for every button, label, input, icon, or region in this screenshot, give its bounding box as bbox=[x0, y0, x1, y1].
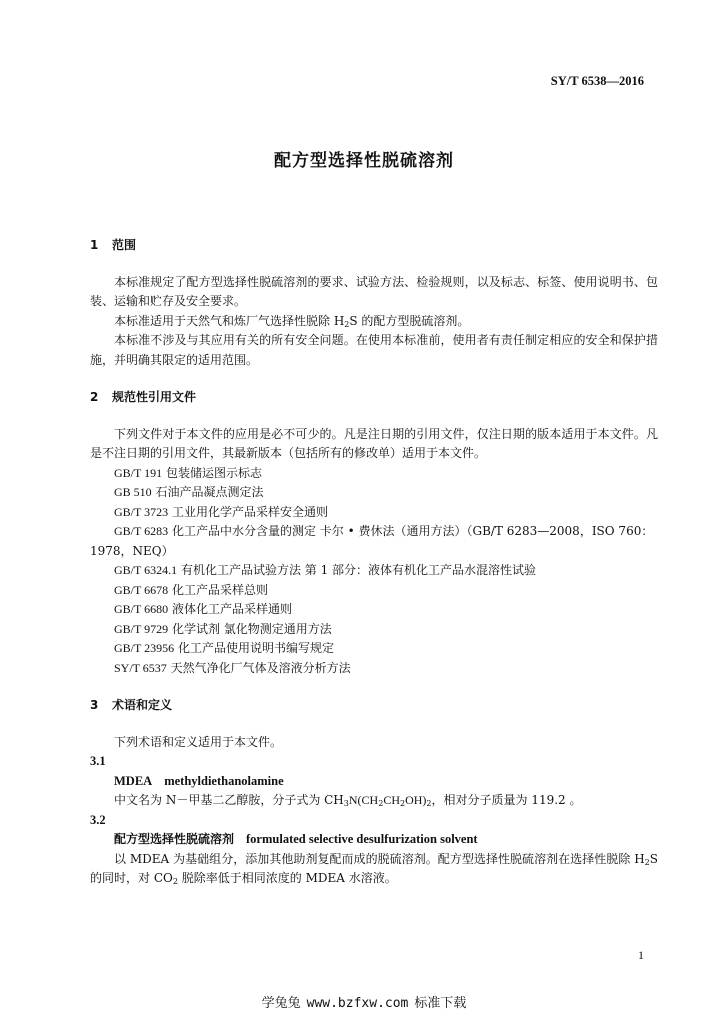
reference-item: GB/T 23956 化工产品使用说明书编写规定 bbox=[114, 641, 334, 655]
term-heading: MDEA methyldiethanolamine bbox=[114, 773, 284, 788]
reference-item: GB/T 6283 化工产品中水分含量的测定 卡尔 • 费休法（通用方法）（GB/T 6283—2008，ISO 760：1978，NEQ） bbox=[90, 524, 654, 558]
term-heading: 配方型选择性脱硫溶剂 formulated selective desulfurization solvent bbox=[114, 832, 478, 846]
section-number: 2 bbox=[90, 390, 99, 404]
references-intro: 下列文件对于本文件的应用是必不可少的。凡是注日期的引用文件，仅注日期的版本适用于本文件。凡是不注日期的引用文件，其最新版本（包括所有的修改单）适用于本文件。 bbox=[90, 426, 658, 460]
reference-item: GB/T 191 包装储运图示标志 bbox=[114, 465, 262, 480]
term-number: 3.2 bbox=[90, 812, 106, 827]
term-definition: 中文名为 N－甲基二乙醇胺，分子式为 $CH_3N(CH_2CH_2OH)_2$，相对分子质量为 119.2 。 bbox=[114, 793, 582, 808]
reference-item: GB 510 石油产品凝点测定法 bbox=[114, 485, 264, 499]
footer-tagline: 标准下载 bbox=[414, 996, 467, 1011]
section-2-heading bbox=[90, 388, 658, 408]
footer-site-link[interactable]: www.bzfxw.com bbox=[306, 996, 409, 1011]
reference-item: GB/T 6324.1 有机化工产品试验方法 第 1 部分：液体有机化工产品水混溶性试验 bbox=[114, 563, 537, 577]
section-number: 3 bbox=[90, 698, 99, 712]
scope-paragraph-2: 本标准适用于天然气和炼厂气选择性脱除 $H_2S$ 的配方型脱硫溶剂。 bbox=[114, 313, 470, 329]
standard-code: SY/T 6538—2016 bbox=[550, 74, 644, 88]
reference-item: GB/T 6680 液体化工产品采样通则 bbox=[114, 602, 292, 616]
reference-item: GB/T 9729 化学试剂 氯化物测定通用方法 bbox=[114, 621, 332, 636]
section-3-heading bbox=[90, 696, 658, 716]
document-body bbox=[90, 236, 658, 889]
reference-item: GB/T 3723 工业用化学产品采样安全通则 bbox=[114, 504, 328, 519]
page-number: 1 bbox=[638, 948, 644, 962]
footer-watermark bbox=[0, 992, 728, 1011]
document-title: 配方型选择性脱硫溶剂 bbox=[274, 151, 454, 171]
terms-intro: 下列术语和定义适用于本文件。 bbox=[114, 734, 283, 749]
term-number: 3.1 bbox=[90, 754, 106, 768]
section-title: 范围 bbox=[112, 238, 137, 252]
reference-item: GB/T 6678 化工产品采样总则 bbox=[114, 582, 268, 597]
section-title: 术语和定义 bbox=[112, 698, 173, 712]
section-number: 1 bbox=[90, 238, 99, 252]
footer-brand: 学兔兔 bbox=[261, 996, 301, 1011]
scope-paragraph-3: 本标准不涉及与其应用有关的所有安全问题。在使用本标准前，使用者有责任制定相应的安全和保护措施，并明确其限定的适用范围。 bbox=[90, 333, 658, 367]
scope-paragraph-1: 本标准规定了配方型选择性脱硫溶剂的要求、试验方法、检验规则，以及标志、标签、使用说明书、包装、运输和贮存及安全要求。 bbox=[90, 274, 658, 308]
term-definition: 以 MDEA 为基础组分，添加其他助剂复配而成的脱硫溶剂。配方型选择性脱硫溶剂在选择性脱除 $H_2S$ 的同时，对 $CO_2$ 脱除率低于相同浓度的 MDEA 水溶液。 bbox=[90, 851, 658, 886]
section-1-heading bbox=[90, 236, 658, 256]
reference-item: SY/T 6537 天然气净化厂气体及溶液分析方法 bbox=[114, 660, 351, 675]
section-title: 规范性引用文件 bbox=[112, 390, 197, 404]
